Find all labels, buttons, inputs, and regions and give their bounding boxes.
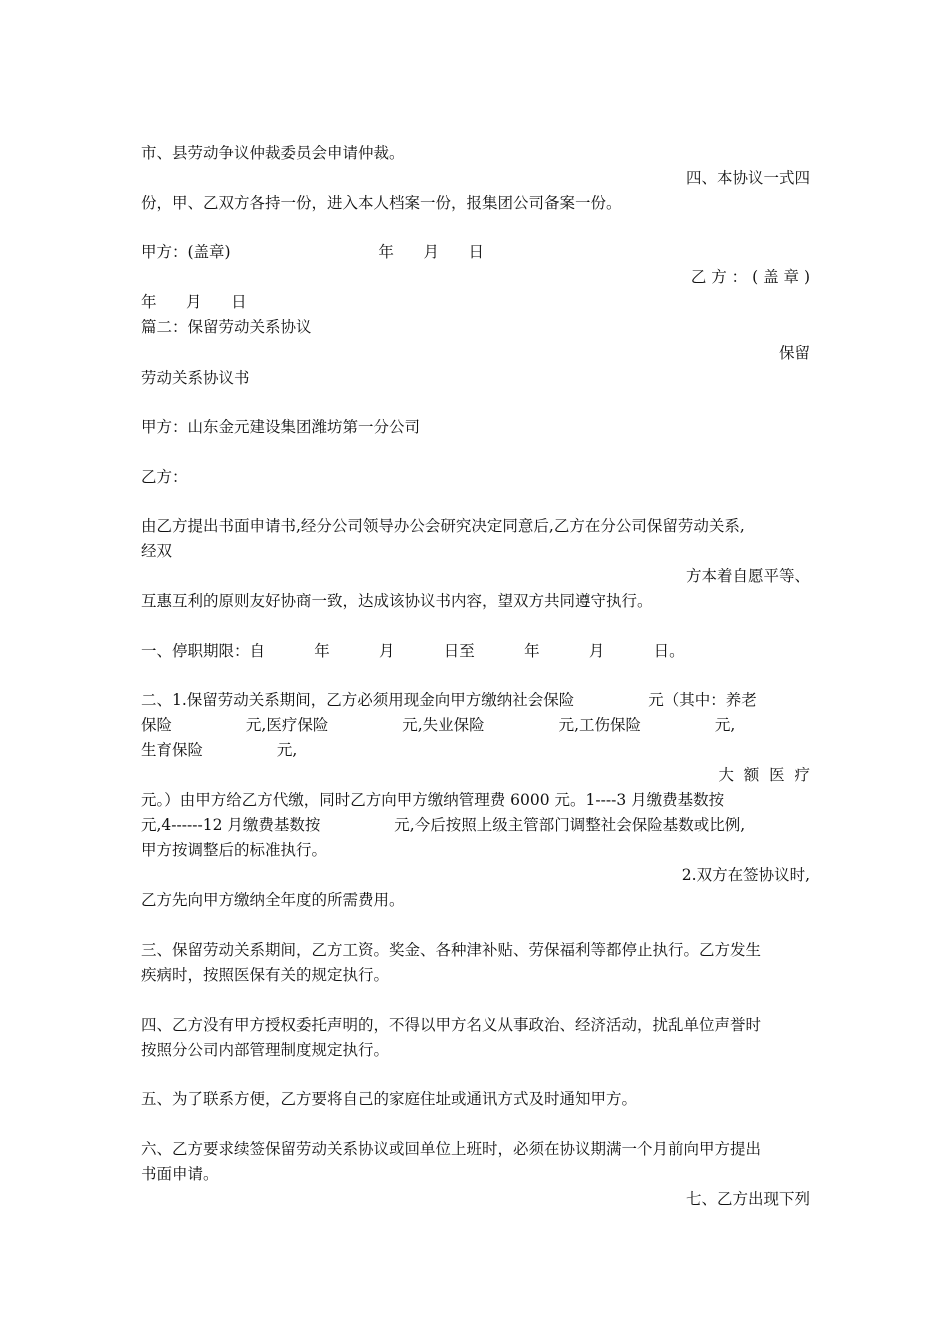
- text-line: 甲方按调整后的标准执行。: [141, 841, 328, 859]
- text-line: 保留: [778, 344, 810, 362]
- text-line: 份，甲、乙双方各持一份，进入本人档案一份，报集团公司备案一份。: [141, 194, 622, 212]
- document-title: 劳动关系协议书: [141, 369, 250, 387]
- clause-7: 七、乙方出现下列: [685, 1190, 810, 1208]
- clause-6: 六、乙方要求续签保留劳动关系协议或回单位上班时，必须在协议期满一个月前向甲方提出: [141, 1140, 762, 1158]
- text-line: 元,4------12 月缴费基数按 元,今后按照上级主管部门调整社会保险基数或比例,: [141, 816, 746, 834]
- text-line: 市、县劳动争议仲裁委员会申请仲裁。: [141, 144, 405, 162]
- text-line: 生育保险 元,: [141, 741, 298, 759]
- text-line: 元。）由甲方给乙方代缴，同时乙方向甲方缴纳管理费 6000 元。1----3 月缴费基数按: [141, 791, 725, 809]
- text-line: 大 额 医 疗: [718, 766, 810, 784]
- text-line: 书面申请。: [141, 1165, 219, 1183]
- clause-2: 二、1.保留劳动关系期间，乙方必须用现金向甲方缴纳社会保险 元（其中：养老: [141, 691, 757, 709]
- party-b-line: 乙方：: [141, 468, 188, 486]
- clause-1: 一、停职期限：自 年 月 日至 年 月 日。: [141, 642, 685, 660]
- text-line: 四、本协议一式四: [685, 169, 810, 187]
- text-line: 甲方：(盖章) 年 月 日: [141, 243, 485, 261]
- text-line: 乙 方 ： ( 盖 章 ): [690, 268, 810, 286]
- text-line: 互惠互利的原则友好协商一致，达成该协议书内容，望双方共同遵守执行。: [141, 592, 653, 610]
- text-line: 按照分公司内部管理制度规定执行。: [141, 1041, 390, 1059]
- text-line: 2.双方在签协议时,: [681, 866, 810, 884]
- text-line: 保险 元,医疗保险 元,失业保险 元,工伤保险 元,: [141, 716, 736, 734]
- text-line: 乙方先向甲方缴纳全年度的所需费用。: [141, 891, 405, 909]
- text-line: 疾病时，按照医保有关的规定执行。: [141, 966, 390, 984]
- party-a-line: 甲方：山东金元建设集团潍坊第一分公司: [141, 418, 421, 436]
- clause-3: 三、保留劳动关系期间，乙方工资。奖金、各种津补贴、劳保福利等都停止执行。乙方发生: [141, 941, 762, 959]
- section-heading: 篇二：保留劳动关系协议: [141, 318, 312, 336]
- clause-4: 四、乙方没有甲方授权委托声明的，不得以甲方名义从事政治、经济活动，扰乱单位声誉时: [141, 1016, 762, 1034]
- text-line: 经双: [141, 542, 173, 560]
- text-line: 方本着自愿平等、: [685, 567, 810, 585]
- clause-5: 五、为了联系方便，乙方要将自己的家庭住址或通讯方式及时通知甲方。: [141, 1090, 638, 1108]
- text-line: 年 月 日: [141, 293, 247, 311]
- text-line: 由乙方提出书面申请书,经分公司领导办公会研究决定同意后,乙方在分公司保留劳动关系,: [141, 517, 745, 535]
